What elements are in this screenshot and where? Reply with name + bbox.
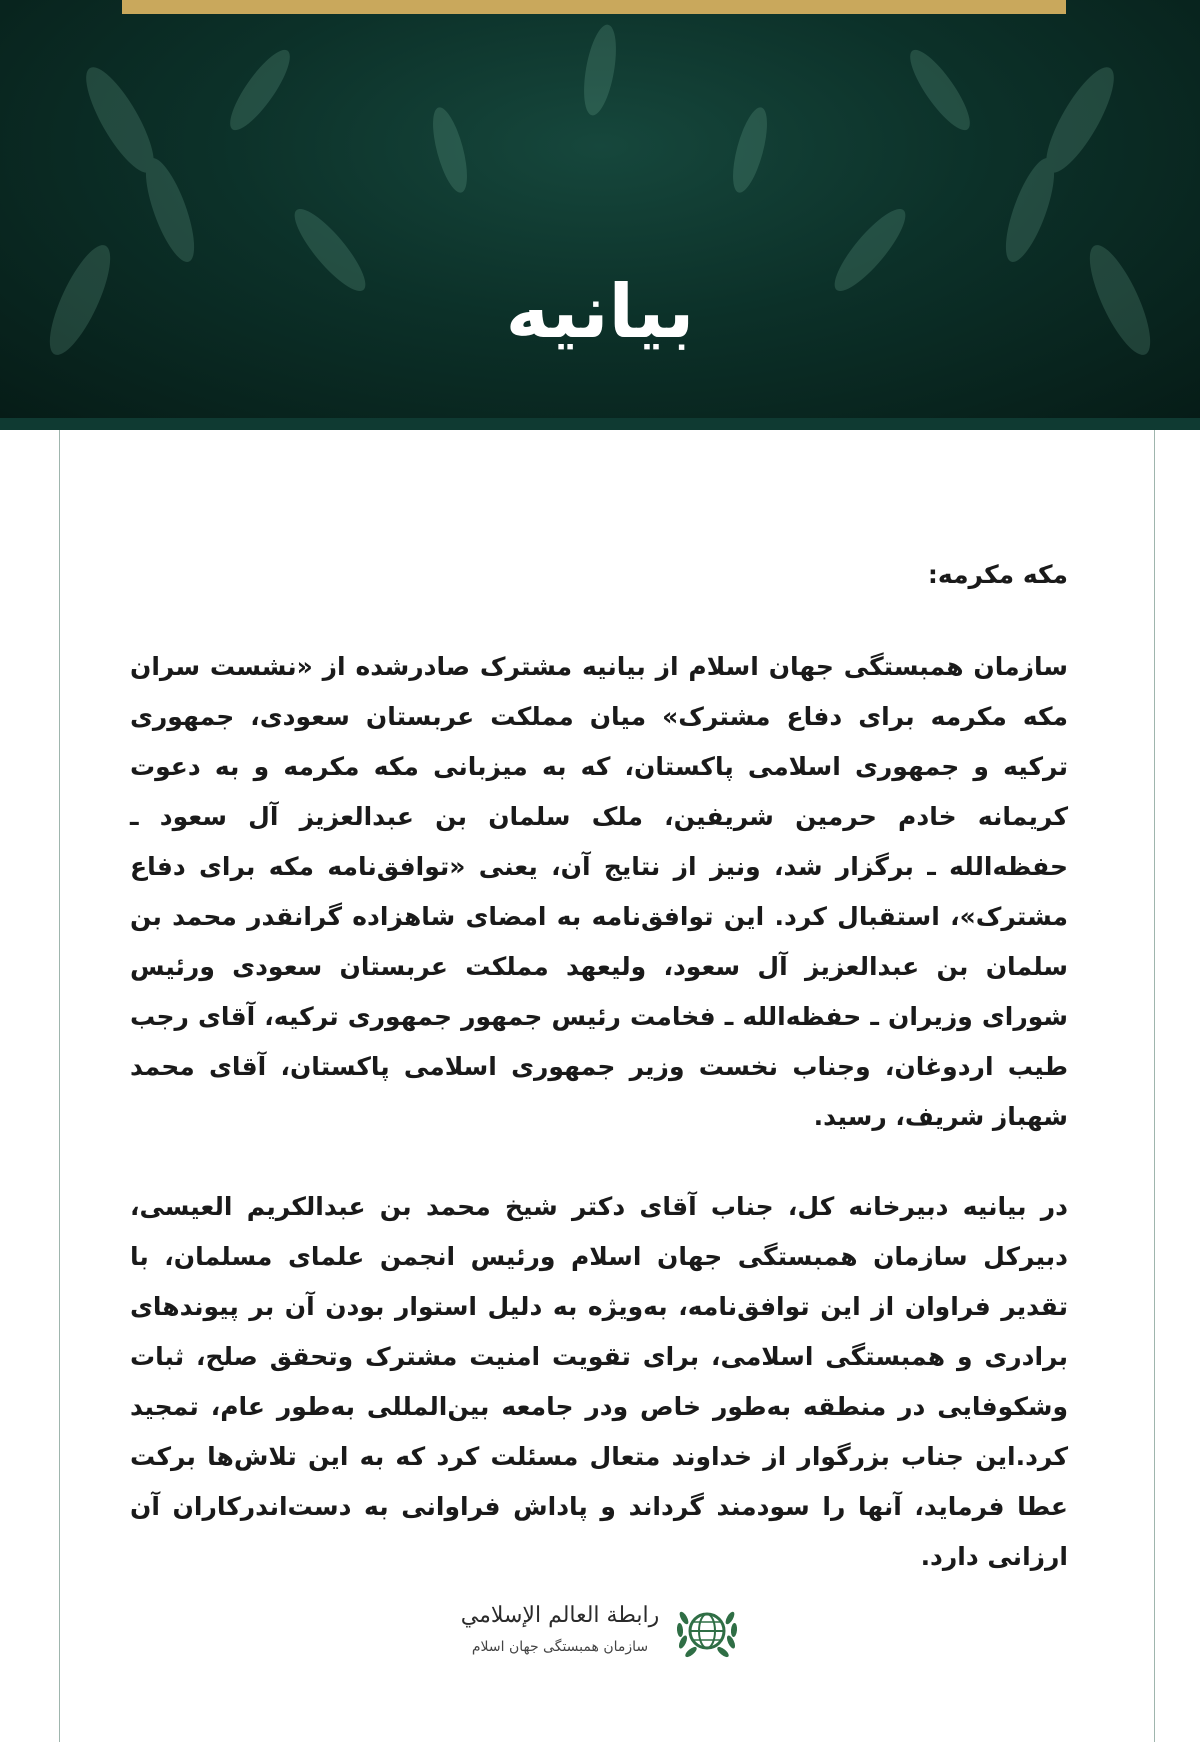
paragraph-2: در بیانیه دبیرخانه کل، جناب آقای دکتر شیخ محمد بن عبدالکریم العیسی، دبیرکل سازمان همبستگی جهان اسلام ورئیس انجمن علمای مسلمان، با تقدیر فراوان از این توافق‌نامه، به‌ویژه به دلیل استوار بودن آن بر پیوندهای برادری و همبستگی اسلامی، برای تقویت امنیت مشترک وتحقق صلح، ثبات وشکوفایی در منطقه به‌طور خاص ودر جامعه بین‌المللی به‌طور عام، تمجید کرد.این جناب بزرگوار از خداوند متعال مسئلت کرد که به این تلاش‌ها برکت عطا فرماید، آنها را سودمند گرداند و پاداش فراوانی به دست‌اندرکاران آن ارزانی دارد. bbox=[130, 1192, 1068, 1571]
organization-logo bbox=[458, 1596, 742, 1668]
letter-body bbox=[130, 550, 1068, 1622]
salutation: مکه مکرمه: bbox=[927, 560, 1068, 589]
paragraph-1: سازمان همبستگی جهان اسلام از بیانیه مشترک صادرشده از «نشست سران مکه مکرمه برای دفاع مشترک» میان مملکت عربستان سعودی، جمهوری ترکیه و جمهوری اسلامی پاکستان، که به میزبانی مکه مکرمه و به دعوت کریمانه خادم حرمین شریفین، ملک سلمان بن عبدالعزیز آل سعود ـ حفظه‌الله ـ برگزار شد، ونیز از نتایج آن، یعنی «توافق‌نامه مکه برای دفاع مشترک»، استقبال کرد. این توافق‌نامه به امضای شاهزاده گرانقدر محمد بن سلمان بن عبدالعزیز آل سعود، ولیعهد مملکت عربستان سعودی ورئیس شورای وزیران ـ حفظه‌الله ـ فخامت رئیس جمهور جمهوری ترکیه، آقای رجب طیب اردوغان، وجناب نخست وزیر جمهوری اسلامی پاکستان، آقای محمد شهباز شریف، رسید. bbox=[130, 652, 1068, 1131]
globe-wreath-icon bbox=[672, 1596, 742, 1666]
frame-line-right bbox=[1154, 430, 1155, 1742]
logo-persian-name: سازمان همبستگی جهان اسلام bbox=[471, 1639, 649, 1655]
page-title: بیانیه bbox=[505, 269, 695, 355]
frame-line-left bbox=[59, 430, 60, 1742]
logo-arabic-name: رابطة العالم الإسلامي bbox=[460, 1603, 660, 1628]
header-bottom-band bbox=[0, 418, 1200, 430]
header-banner bbox=[0, 0, 1200, 418]
